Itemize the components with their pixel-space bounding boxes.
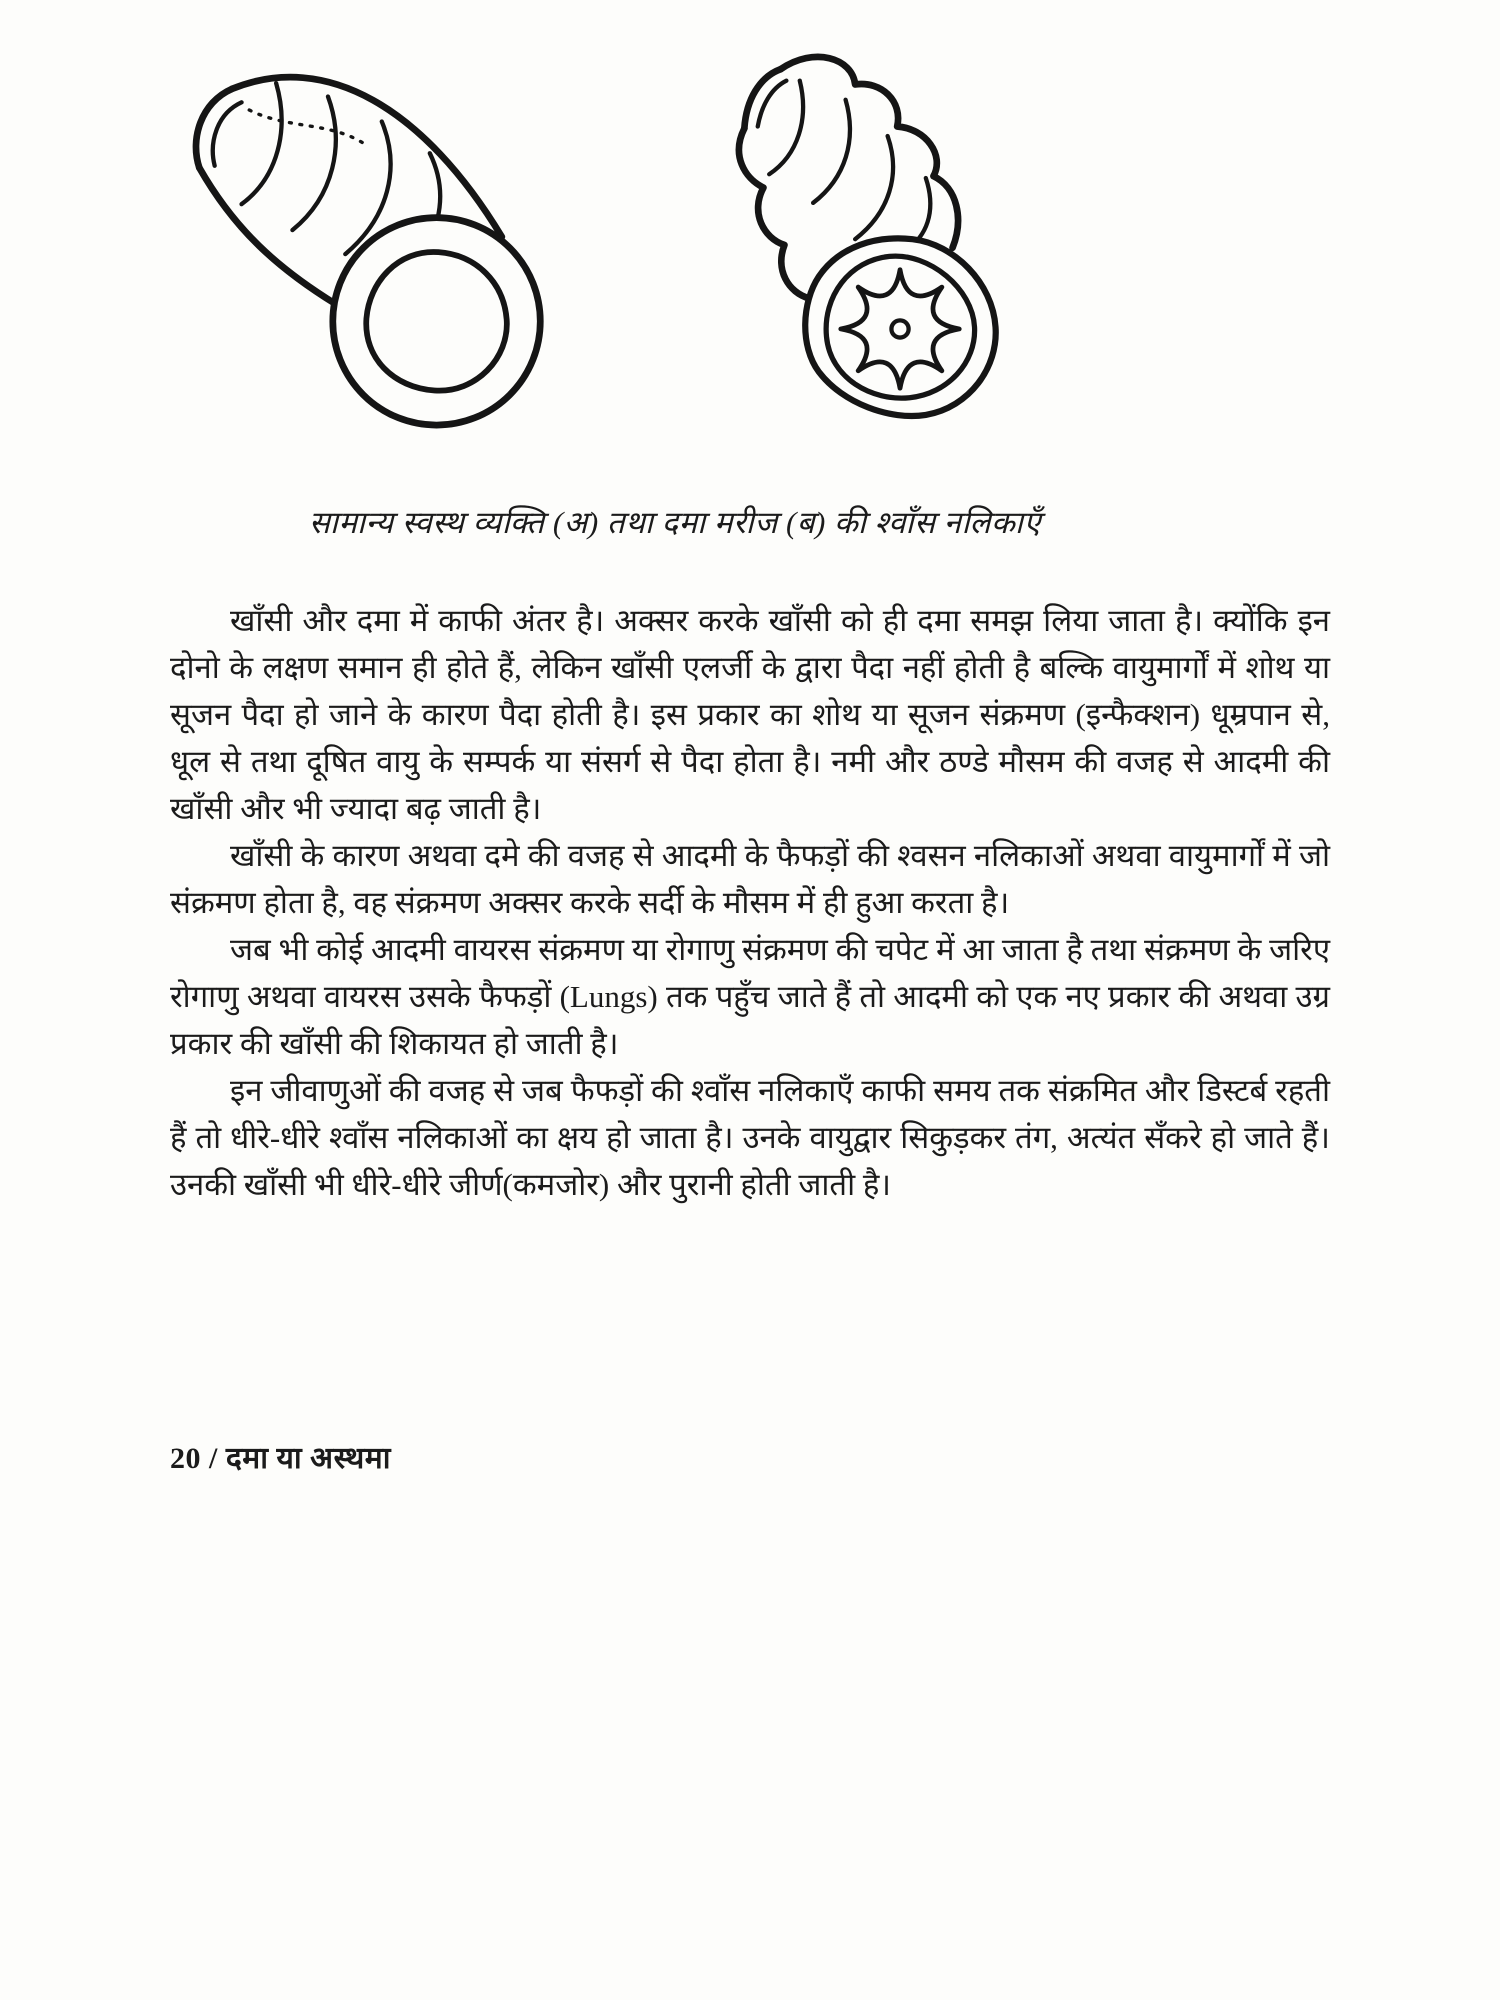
tube-cut-end-inner [758, 81, 787, 127]
narrowed-lumen-folds [841, 270, 959, 388]
body-paragraph: खाँसी और दमा में काफी अंतर है। अक्सर करके खाँसी को ही दमा समझ लिया जाता है। क्योंकि इन दोनो के लक्षण समान ही होते हैं, लेकिन खाँसी एलर्जी के द्वारा पैदा नहीं होती है बल्कि वायुमार्गों में शोथ या सूजन पैदा हो जाने के कारण पैदा होती है। इस प्रकार का शोथ या सूजन संक्रमण (इन्फैक्शन) धूम्रपान से, धूल से तथा दूषित वायु के सम्पर्क या संसर्ग से पैदा होता है। नमी और ठण्डे मौसम की वजह से आदमी की खाँसी और भी ज्यादा बढ़ जाती है। [170, 603, 1330, 826]
body-text [170, 597, 1330, 1208]
tube-cut-end-outer [744, 69, 780, 128]
body-paragraph: खाँसी के कारण अथवा दमे की वजह से आदमी के फैफड़ों की श्वसन नलिकाओं अथवा वायुमार्गों में जो संक्रमण होता है, वह संक्रमण अक्सर करके सर्दी के मौसम में ही हुआ करता है। [170, 838, 1330, 920]
airway-open-lumen [366, 252, 507, 391]
body-paragraph: इन जीवाणुओं की वजह से जब फैफड़ों की श्वाँस नलिकाएँ काफी समय तक संक्रमित और डिस्टर्ब रहती हैं तो धीरे-धीरे श्वाँस नलिकाओं का क्षय हो जाता है। उनके वायुद्वार सिकुड़कर तंग, अत्यंत सँकरे हो जाते हैं। उनकी खाँसी भी धीरे-धीरे जीर्ण(कमजोर) और पुरानी होती जाती है। [170, 1073, 1330, 1202]
tube-body-bottom-edge [199, 168, 335, 304]
normal-airway-illustration [182, 52, 547, 437]
tube-body-top-edge [232, 77, 502, 237]
tube-body-top-edge [781, 57, 958, 248]
cartilage-ring-line [769, 81, 803, 175]
dotted-detail-line [249, 110, 362, 143]
tube-body-bottom-edge [739, 128, 809, 298]
figure-caption: सामान्य स्वस्थ व्यक्ति (अ) तथा दमा मरीज (ब) की श्वाँस नलिकाएँ [308, 505, 1042, 540]
body-paragraph: जब भी कोई आदमी वायरस संक्रमण या रोगाणु संक्रमण की चपेट में आ जाता है तथा संक्रमण के जरिए रोगाणु अथवा वायरस उसके फैफड़ों (Lungs) तक पहुँच जाते हैं तो आदमी को एक नए प्रकार की अथवा उग्र प्रकार की खाँसी की शिकायत हो जाती है। [170, 932, 1330, 1061]
page-content [170, 0, 1330, 1208]
cartilage-ring-line [813, 100, 850, 203]
airway-figure [182, 52, 1330, 437]
asthmatic-airway-illustration [685, 52, 1010, 434]
cartilage-ring-line [855, 136, 893, 239]
page-footer: 20 / दमा या अस्थमा [170, 1442, 392, 1475]
cartilage-ring-line [292, 97, 335, 231]
cartilage-ring-line [242, 83, 282, 204]
tube-cut-end-inner [213, 102, 242, 165]
